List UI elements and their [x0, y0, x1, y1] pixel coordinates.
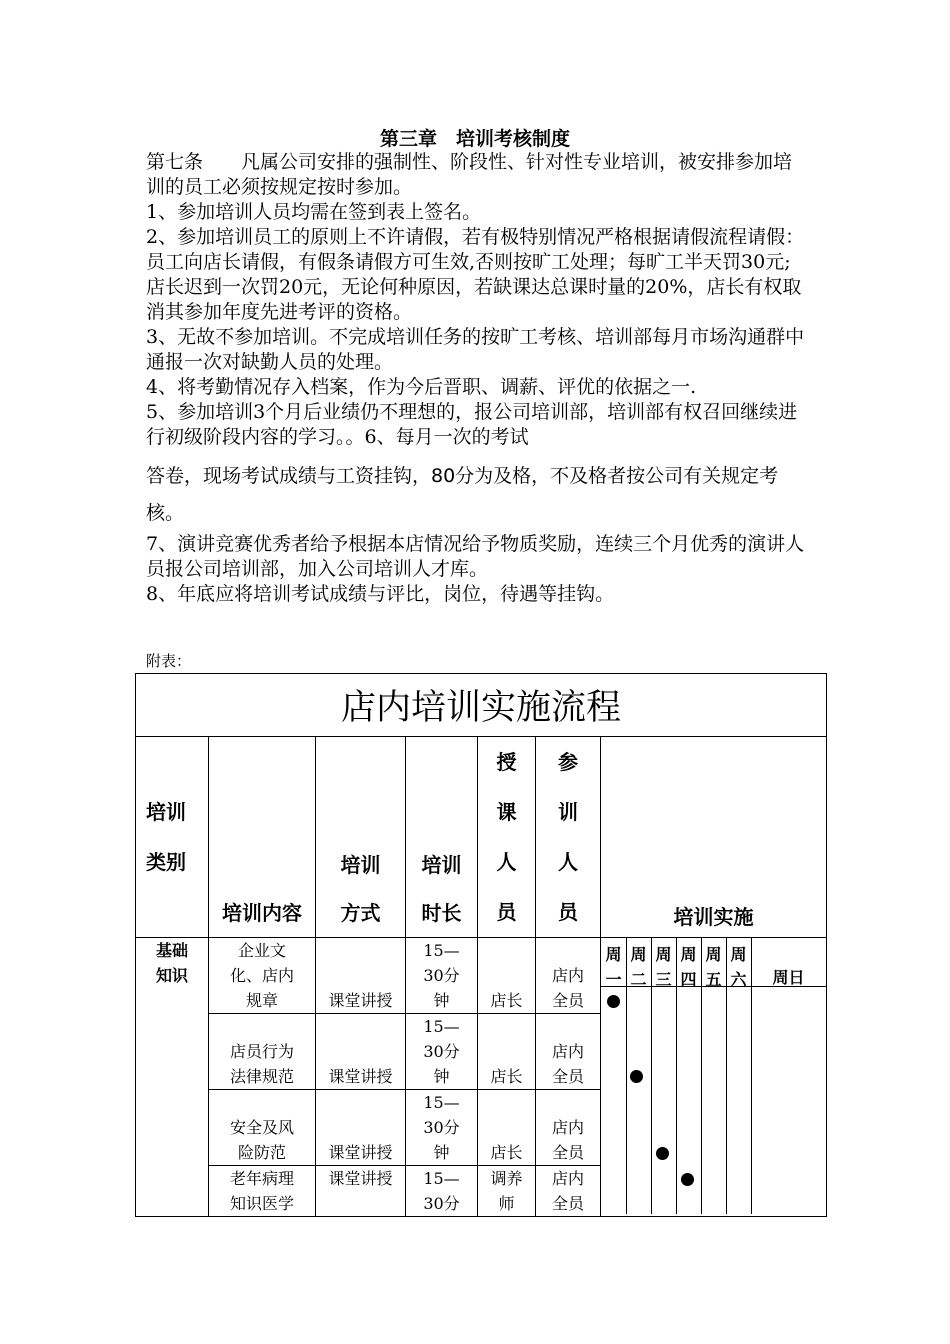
row2-content: 店员行为法律规范 [209, 1014, 316, 1090]
schedule-dot-row1 [607, 995, 620, 1008]
row1-teacher: 店长 [478, 938, 536, 1014]
row4-content: 老年病理知识医学 [209, 1166, 316, 1217]
row1-duration: 15—30分钟 [406, 938, 478, 1014]
header-implementation: 培训实施 [601, 737, 827, 938]
row2-participants: 店内全员 [536, 1014, 601, 1090]
appendix-label: 附表： [146, 652, 192, 670]
row3-participants: 店内全员 [536, 1090, 601, 1166]
training-flow-table [135, 673, 827, 1217]
header-category: 培训类别 [136, 737, 209, 938]
chapter-title: 第三章 培训考核制度 [379, 128, 570, 150]
row3-content: 安全及风险防范 [209, 1090, 316, 1166]
rule-7: 7、演讲竞赛优秀者给予根据本店情况给予物质奖励，连续三个月优秀的演讲人员报公司培训部，加入公司培训人才库。 [146, 533, 805, 580]
row3-duration: 15—30分钟 [406, 1090, 478, 1166]
row2-duration: 15—30分钟 [406, 1014, 478, 1090]
rule-8: 8、年底应将培训考试成绩与评比，岗位，待遇等挂钩。 [146, 583, 615, 605]
weekday-mon: 周一 [605, 945, 622, 989]
article-7: 第七条 凡属公司安排的强制性、阶段性、针对性专业培训，被安排参加培训的员工必须按规定按时参加。 [146, 151, 793, 198]
row2-method: 课堂讲授 [316, 1014, 406, 1090]
row1-content: 企业文化、店内规章 [209, 938, 316, 1014]
category-basic: 基础知识 [136, 938, 209, 1217]
regulation-body [146, 150, 806, 607]
rule-5: 5、参加培训3个月后业绩仍不理想的，报公司培训部，培训部有权召回继续进行初级阶段内容的学习。。6、每月一次的考试 [146, 401, 798, 448]
rule-4: 4、将考勤情况存入档案，作为今后晋职、调薪、评优的依据之一. [146, 376, 697, 398]
header-duration: 培训时长 [406, 737, 478, 938]
rule-1: 1、参加培训人员均需在签到表上签名。 [146, 201, 482, 223]
row3-teacher: 店长 [478, 1090, 536, 1166]
schedule-dot-row3 [656, 1147, 669, 1160]
row1-method: 课堂讲授 [316, 938, 406, 1014]
rule-2: 2、参加培训员工的原则上不许请假，若有极特别情况严格根据请假流程请假：员工向店长请假，有假条请假方可生效,否则按旷工处理；每旷工半天罚30元;店长迟到一次罚20元，无论何种原因，若缺课达总课时量的20%，店长有权取消其参加年度先进考评的资格。 [146, 226, 805, 323]
header-participants: 参训人员 [536, 737, 601, 938]
weekday-sun: 周日 [772, 968, 805, 987]
weekday-wed: 周三 [655, 945, 672, 989]
schedule-grid [601, 938, 827, 1217]
row1-participants: 店内全员 [536, 938, 601, 1014]
row4-duration: 15—30分 [406, 1166, 478, 1217]
row3-method: 课堂讲授 [316, 1090, 406, 1166]
schedule-dot-row2 [630, 1070, 643, 1083]
table-title: 店内培训实施流程 [136, 674, 827, 737]
weekday-fri: 周五 [705, 945, 722, 989]
header-method: 培训方式 [316, 737, 406, 938]
row4-participants: 店内全员 [536, 1166, 601, 1217]
row2-teacher: 店长 [478, 1014, 536, 1090]
weekday-sat: 周六 [730, 945, 747, 989]
row4-method: 课堂讲授 [316, 1166, 406, 1217]
schedule-dot-row4 [681, 1173, 694, 1186]
rule-3: 3、无故不参加培训。不完成培训任务的按旷工考核、培训部每月市场沟通群中通报一次对缺勤人员的处理。 [146, 326, 805, 373]
header-teacher: 授课人员 [478, 737, 536, 938]
weekday-thu: 周四 [680, 945, 697, 989]
header-content: 培训内容 [209, 737, 316, 938]
row4-teacher: 调养师 [478, 1166, 536, 1217]
rule-6: 答卷，现场考试成绩与工资挂钩，80分为及格，不及格者按公司有关规定考核。 [146, 465, 779, 524]
weekday-tue: 周二 [630, 945, 647, 989]
weekday-header [601, 938, 826, 987]
